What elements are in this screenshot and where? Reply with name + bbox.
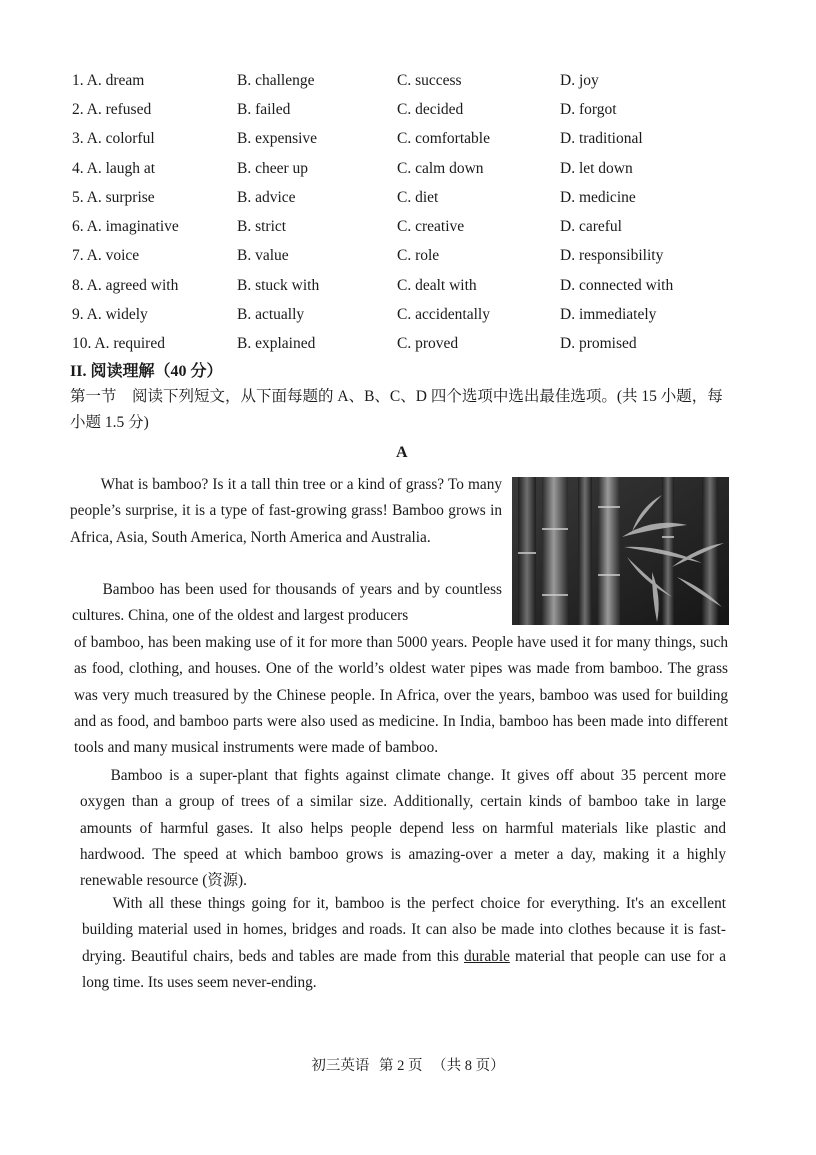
option-d: D. traditional	[560, 130, 643, 147]
option-c: C. role	[397, 247, 440, 264]
option-row	[0, 72, 816, 101]
option-row	[0, 160, 816, 189]
option-d: D. promised	[560, 335, 637, 352]
page-footer	[0, 1054, 816, 1075]
bamboo-photo	[512, 477, 729, 625]
option-a: 7. A. voice	[72, 247, 140, 264]
option-d: D. connected with	[560, 277, 674, 294]
bamboo-illustration	[512, 477, 729, 625]
option-c: C. decided	[397, 101, 464, 118]
paragraph-1: What is bamboo? Is it a tall thin tree or a kind of grass? To many people’s surprise, it is a type of fast-growing grass! Bamboo grows in Africa, Asia, South America, North America and Australia.	[70, 476, 502, 546]
option-b: B. strict	[237, 218, 287, 235]
option-a: 8. A. agreed with	[72, 277, 179, 294]
option-a: 6. A. imaginative	[72, 218, 179, 235]
underlined-word-durable: durable	[464, 947, 510, 965]
option-a: 3. A. colorful	[72, 130, 155, 147]
passage-letter: A	[396, 444, 408, 461]
option-b: B. actually	[237, 306, 305, 323]
option-row	[0, 247, 816, 276]
option-a: 9. A. widely	[72, 306, 148, 323]
option-a: 10. A. required	[72, 335, 165, 352]
option-b: B. expensive	[237, 130, 318, 147]
section-instruction: 第一节 阅读下列短文，从下面每题的 A、B、C、D 四个选项中选出最佳选项。(共 15 小题，每小题 1.5 分)	[70, 388, 723, 431]
option-c: C. calm down	[397, 160, 484, 177]
option-d: D. forgot	[560, 101, 617, 118]
option-b: B. stuck with	[237, 277, 320, 294]
option-d: D. immediately	[560, 306, 657, 323]
footer-page: 第 2 页	[379, 1058, 423, 1074]
option-c: C. diet	[397, 189, 439, 206]
footer-subject: 初三英语	[311, 1058, 370, 1074]
option-c: C. dealt with	[397, 277, 477, 294]
option-d: D. medicine	[560, 189, 636, 206]
option-c: C. comfortable	[397, 130, 490, 147]
option-b: B. failed	[237, 101, 291, 118]
option-d: D. responsibility	[560, 247, 664, 264]
option-a: 1. A. dream	[72, 72, 145, 89]
option-b: B. cheer up	[237, 160, 309, 177]
option-a: 2. A. refused	[72, 101, 152, 118]
paragraph-3: Bamboo is a super-plant that fights against climate change. It gives off about 35 percent more oxygen than a group of trees of a similar size. Additionally, certain kinds of bamboo take in large amounts of harmful gases. It also helps people depend less on harmful materials like plastic and hardwood. The speed at which bamboo grows is amazing-over a meter a day, making it a highly renewable resource (资源).	[80, 767, 726, 890]
section-title: II. 阅读理解（40 分）	[70, 363, 223, 380]
option-c: C. accidentally	[397, 306, 490, 323]
option-d: D. joy	[560, 72, 599, 89]
option-c: C. success	[397, 72, 462, 89]
option-row	[0, 101, 816, 130]
option-b: B. advice	[237, 189, 296, 206]
paragraph-4-text-end: material that people can use for a long time. Its uses seem never-ending.	[82, 947, 727, 991]
paragraph-4	[82, 891, 726, 996]
paragraph-2-start: Bamboo has been used for thousands of years and by countless cultures. China, one of the oldest and largest producers	[72, 581, 502, 625]
option-row	[0, 277, 816, 306]
option-c: C. proved	[397, 335, 459, 352]
option-a: 4. A. laugh at	[72, 160, 156, 177]
option-row	[0, 189, 816, 218]
paragraph-4-text: With all these things going for it, bamboo is the perfect choice for everything. It's an excellent building material used in homes, bridges and roads. It can also be made into clothes because it is fast-drying. Beautiful chairs, beds and tables are made from this	[82, 895, 726, 965]
option-d: D. careful	[560, 218, 622, 235]
option-d: D. let down	[560, 160, 633, 177]
paragraph-2-rest: of bamboo, has been making use of it for more than 5000 years. People have used it for many things, such as food, clothing, and houses. One of the world’s oldest water pipes was made from bamboo. The grass was very much treasured by the Chinese people. In Africa, over the years, bamboo was used for building and as food, and bamboo parts were also used as medicine. In India, bamboo has been made into different tools and many musical instruments were made of bamboo.	[74, 634, 728, 757]
option-row	[0, 130, 816, 159]
footer-total: （共 8 页）	[432, 1058, 505, 1074]
option-b: B. explained	[237, 335, 316, 352]
option-a: 5. A. surprise	[72, 189, 155, 206]
option-b: B. value	[237, 247, 289, 264]
option-row	[0, 218, 816, 247]
option-c: C. creative	[397, 218, 465, 235]
option-b: B. challenge	[237, 72, 315, 89]
option-row	[0, 306, 816, 335]
